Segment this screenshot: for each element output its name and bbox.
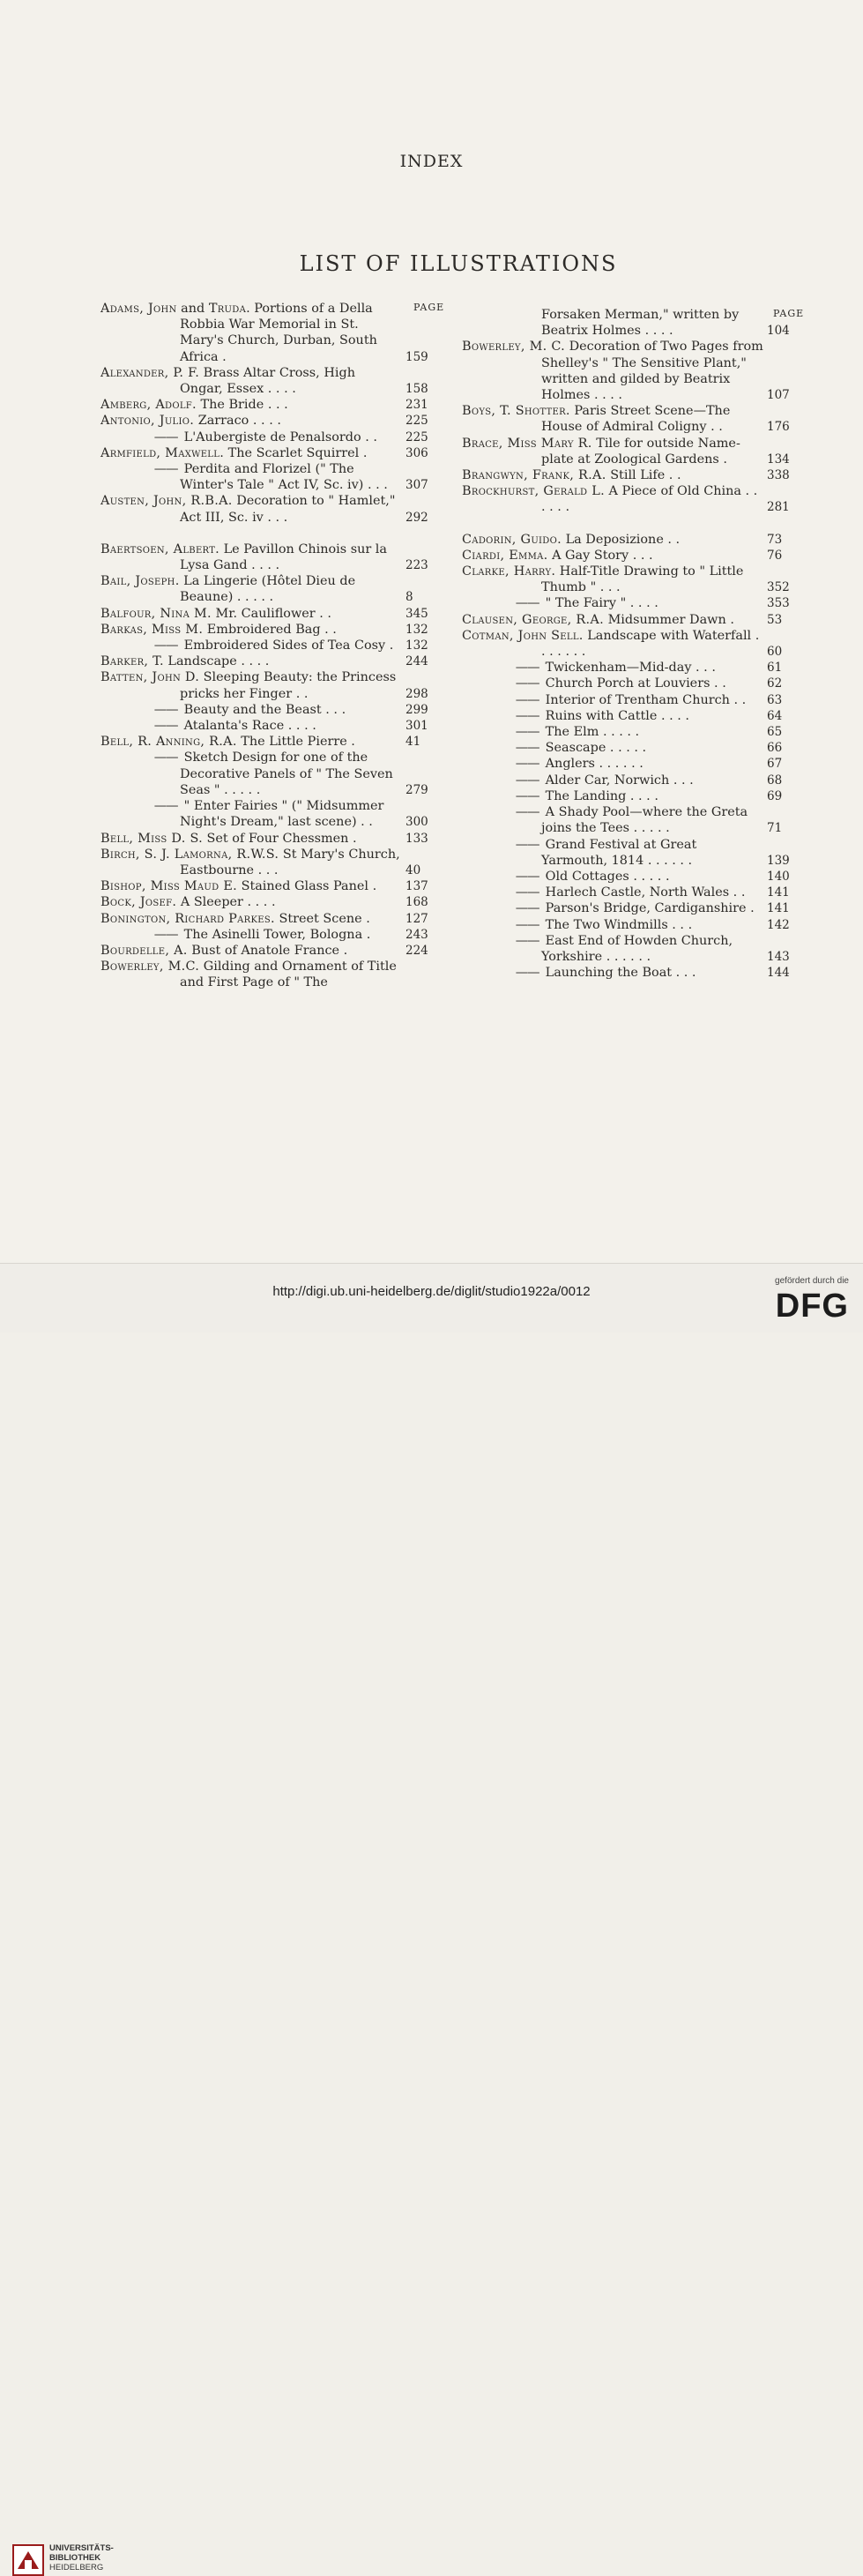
entry-title: Landscape . . . . bbox=[163, 654, 270, 669]
page-number: 71 bbox=[767, 821, 783, 836]
index-entry bbox=[462, 595, 806, 611]
index-entry bbox=[462, 564, 806, 595]
ditto-dash: —— bbox=[145, 750, 184, 765]
artist-name: Amberg, Adolf. bbox=[100, 398, 197, 413]
entry-title: " Enter Fairies " (" Midsummer Night's Dream," last scene) . . bbox=[180, 799, 384, 830]
artist-name: Ciardi, Emma. bbox=[462, 548, 548, 563]
page-number: 132 bbox=[405, 622, 428, 637]
logo-line: UNIVERSITÄTS- bbox=[49, 2543, 114, 2553]
index-entry bbox=[100, 397, 444, 413]
page-number: 158 bbox=[405, 382, 428, 397]
page-number: 76 bbox=[767, 548, 783, 563]
index-entry bbox=[100, 927, 444, 943]
ditto-dash: —— bbox=[506, 692, 546, 707]
artist-name: Brace, Miss Mary R. bbox=[462, 436, 592, 451]
page-number: 338 bbox=[767, 468, 790, 483]
index-entry bbox=[100, 943, 444, 959]
index-entry bbox=[462, 532, 806, 548]
entry-title: Bust of Anatole France . bbox=[187, 943, 348, 958]
index-entry bbox=[100, 734, 444, 750]
artist-name: Bock, Josef. bbox=[100, 895, 177, 910]
page-number: 134 bbox=[767, 452, 790, 467]
index-entry bbox=[100, 653, 444, 669]
entry-title: Launching the Boat . . . bbox=[545, 966, 696, 981]
index-entry bbox=[100, 798, 444, 830]
page-title: LIST OF ILLUSTRATIONS bbox=[299, 251, 618, 276]
page-number: 63 bbox=[767, 692, 783, 707]
scanned-page bbox=[0, 0, 863, 1263]
logo-line: HEIDELBERG bbox=[49, 2563, 104, 2572]
entry-title: Old Cottages . . . . . bbox=[545, 869, 670, 884]
artist-name: Alexander, P. F. bbox=[100, 365, 200, 380]
page-number: 67 bbox=[767, 757, 783, 772]
artist-name: Cotman, John Sell. bbox=[462, 628, 584, 643]
artist-name: Batten, John D. bbox=[100, 670, 200, 685]
page-number: 279 bbox=[405, 782, 428, 797]
index-entry bbox=[462, 676, 806, 691]
entry-title: Atalanta's Race . . . . bbox=[183, 719, 316, 734]
page-number: 53 bbox=[767, 612, 783, 627]
index-entry bbox=[462, 307, 806, 339]
index-entry bbox=[100, 669, 444, 701]
artist-name: Bowerley, M. C. bbox=[462, 340, 566, 355]
page-column-label-right: PAGE bbox=[773, 308, 805, 319]
page-number: 225 bbox=[405, 414, 428, 429]
page-number: 69 bbox=[767, 788, 783, 803]
artist-name: Antonio, Julio. bbox=[100, 414, 195, 429]
page-number: 301 bbox=[405, 719, 428, 734]
entry-title: A Shady Pool—where the Greta joins the Tees . . . . . bbox=[541, 805, 748, 836]
entry-text: and bbox=[176, 302, 209, 316]
page-number: 223 bbox=[405, 558, 428, 573]
page-number: 306 bbox=[405, 445, 428, 460]
index-entry bbox=[100, 894, 444, 910]
index-entry bbox=[462, 917, 806, 933]
index-entry bbox=[462, 708, 806, 724]
index-entry bbox=[462, 548, 806, 564]
entry-title: Alder Car, Norwich . . . bbox=[545, 773, 694, 788]
artist-name: Bishop, Miss Maud E. bbox=[100, 879, 238, 894]
entry-title: Grand Festival at Great Yarmouth, 1814 . . . . . . bbox=[541, 837, 697, 868]
page-number: 141 bbox=[767, 885, 790, 900]
page-number: 132 bbox=[405, 638, 428, 653]
index-entry bbox=[462, 756, 806, 772]
page-number: 292 bbox=[405, 510, 428, 525]
page-number: 41 bbox=[405, 735, 421, 750]
index-entry bbox=[100, 959, 444, 990]
page-number: 65 bbox=[767, 725, 783, 740]
page-number: 64 bbox=[767, 708, 783, 723]
index-entry bbox=[462, 804, 806, 836]
entry-title: Gilding and Ornament of Title and First Page of " The bbox=[180, 959, 397, 990]
entry-title: Parson's Bridge, Cardiganshire . bbox=[545, 901, 755, 916]
index-entry bbox=[100, 622, 444, 638]
entry-title: Anglers . . . . . . bbox=[545, 757, 644, 772]
index-entry bbox=[100, 445, 444, 461]
entry-title: Landscape with Waterfall . . . . . . . bbox=[541, 628, 760, 660]
ditto-dash: —— bbox=[506, 837, 546, 852]
ditto-dash: —— bbox=[145, 719, 184, 734]
page-number: 133 bbox=[405, 831, 428, 846]
index-entry bbox=[462, 467, 806, 483]
page-number: 104 bbox=[767, 324, 790, 339]
artist-name: Clarke, Harry. bbox=[462, 564, 556, 579]
index-entry bbox=[100, 606, 444, 622]
artist-name: Adams, John bbox=[100, 302, 177, 316]
page-number: 60 bbox=[767, 645, 783, 660]
page-number: 159 bbox=[405, 349, 428, 364]
index-entry bbox=[100, 365, 444, 397]
entry-title: St Mary's Church, Eastbourne . . . bbox=[180, 847, 400, 877]
entry-title: L'Aubergiste de Penalsordo . . bbox=[183, 429, 377, 444]
page-number: 224 bbox=[405, 943, 428, 958]
university-seal-icon bbox=[12, 2544, 44, 2576]
entry-title: Ruins with Cattle . . . . bbox=[545, 708, 690, 723]
page-number: 353 bbox=[767, 596, 790, 611]
page-number: 141 bbox=[767, 901, 790, 916]
entry-title: Brass Altar Cross, High Ongar, Essex . . . . bbox=[180, 365, 355, 397]
entry-title: The Little Pierre . bbox=[236, 735, 355, 750]
page-number: 62 bbox=[767, 676, 783, 691]
entry-title: The Landing . . . . bbox=[545, 788, 658, 803]
page-number: 140 bbox=[767, 869, 790, 884]
index-entry bbox=[100, 718, 444, 734]
entry-title: Sketch Design for one of the Decorative Panels of " The Seven Seas " . . . . . bbox=[180, 750, 393, 797]
index-entry bbox=[100, 413, 444, 429]
index-entry bbox=[462, 837, 806, 869]
entry-title: Street Scene . bbox=[274, 911, 370, 926]
page-number: 40 bbox=[405, 862, 421, 877]
artist-name: Bowerley, M.C. bbox=[100, 959, 200, 974]
funding-label: gefördert durch die bbox=[775, 1276, 849, 1286]
logo-line: BIBLIOTHEK bbox=[49, 2553, 101, 2563]
entry-title: Perdita and Florizel (" The Winter's Tale " Act IV, Sc. iv) . . . bbox=[180, 462, 388, 493]
entry-title: A Sleeper . . . . bbox=[176, 895, 276, 910]
artist-name: Boys, T. Shotter. bbox=[462, 404, 570, 419]
entry-title: The Two Windmills . . . bbox=[545, 917, 693, 932]
ditto-dash: —— bbox=[145, 638, 184, 653]
artist-name: Baertsoen, Albert. bbox=[100, 541, 220, 556]
artist-name: Barker, T. bbox=[100, 654, 164, 669]
index-entry bbox=[100, 541, 444, 573]
page-number: 137 bbox=[405, 879, 428, 894]
entry-title: Set of Four Chessmen . bbox=[202, 831, 357, 846]
entry-title: A Gay Story . . . bbox=[547, 548, 653, 563]
artist-name: Balfour, Nina M. bbox=[100, 606, 212, 621]
entry-title: Embroidered Sides of Tea Cosy . bbox=[183, 638, 394, 653]
page-number: 300 bbox=[405, 815, 428, 830]
ditto-dash: —— bbox=[506, 741, 546, 756]
ditto-dash: —— bbox=[145, 429, 184, 444]
entry-title: Beauty and the Beast . . . bbox=[183, 702, 346, 717]
index-entry bbox=[462, 612, 806, 628]
entry-title: Midsummer Dawn . bbox=[604, 612, 734, 627]
artist-name: Bell, Miss D. S. bbox=[100, 831, 203, 846]
index-entry bbox=[462, 885, 806, 900]
page-number: 307 bbox=[405, 478, 428, 493]
ditto-dash: —— bbox=[145, 702, 184, 717]
right-column bbox=[462, 307, 806, 981]
ditto-dash: —— bbox=[506, 917, 546, 932]
page-number: 143 bbox=[767, 949, 790, 964]
entry-title: . Portions of a Della Robbia War Memorial in St. Mary's Church, Durban, South Africa . bbox=[180, 302, 377, 364]
entry-title: The Elm . . . . . bbox=[545, 725, 640, 740]
artist-name: Barkas, Miss M. bbox=[100, 622, 204, 637]
ditto-dash: —— bbox=[506, 805, 546, 820]
entry-title: Mr. Cauliflower . . bbox=[211, 606, 331, 621]
index-entry bbox=[462, 900, 806, 916]
index-entry bbox=[462, 628, 806, 660]
entry-title: Church Porch at Louviers . . bbox=[545, 676, 726, 691]
page-number: 107 bbox=[767, 388, 790, 403]
index-entry bbox=[100, 831, 444, 847]
artist-name: Bourdelle, A. bbox=[100, 943, 188, 958]
artist-name: Armfield, Maxwell. bbox=[100, 445, 225, 460]
page-number: 144 bbox=[767, 966, 790, 981]
ditto-dash: —— bbox=[506, 933, 546, 948]
index-entry bbox=[462, 788, 806, 804]
index-entry bbox=[100, 301, 444, 365]
ditto-dash: —— bbox=[506, 966, 546, 981]
entry-title: Still Life . . bbox=[606, 468, 681, 483]
entry-title: Half-Title Drawing to " Little Thumb " . . . bbox=[541, 564, 744, 595]
ditto-dash: —— bbox=[506, 757, 546, 772]
entry-title: Tile for outside Name-plate at Zoological Gardens . bbox=[541, 436, 740, 467]
entry-title: La Deposizione . . bbox=[562, 532, 681, 547]
entry-title: Twickenham—Mid-day . . . bbox=[545, 661, 716, 676]
ditto-dash: —— bbox=[506, 901, 546, 916]
index-entry bbox=[462, 773, 806, 788]
entry-title: Forsaken Merman," written by Beatrix Holmes . . . . bbox=[541, 308, 740, 339]
page-number: 66 bbox=[767, 741, 783, 756]
entry-title: The Asinelli Tower, Bologna . bbox=[183, 927, 371, 942]
entry-title: Paris Street Scene—The House of Admiral Coligny . . bbox=[541, 404, 731, 435]
dfg-logo: DFG bbox=[775, 1288, 849, 1325]
page-number: 281 bbox=[767, 500, 790, 515]
page-number: 142 bbox=[767, 917, 790, 932]
index-entry bbox=[462, 933, 806, 965]
entry-title: La Lingerie (Hôtel Dieu de Beaune) . . . . . bbox=[179, 574, 356, 605]
entry-title: Sleeping Beauty: the Princess pricks her Finger . . bbox=[180, 670, 397, 701]
page-number: 299 bbox=[405, 702, 428, 717]
page-number: 127 bbox=[405, 911, 428, 926]
index-entry bbox=[462, 660, 806, 676]
page-number: 73 bbox=[767, 532, 783, 547]
entry-title: The Bride . . . bbox=[196, 398, 288, 413]
entry-title: Embroidered Bag . . bbox=[203, 622, 337, 637]
ditto-dash: —— bbox=[506, 708, 546, 723]
index-entry bbox=[462, 483, 806, 515]
entry-title: The Scarlet Squirrel . bbox=[224, 445, 368, 460]
ditto-dash: —— bbox=[145, 927, 184, 942]
page-number: 231 bbox=[405, 398, 428, 413]
index-entry bbox=[100, 750, 444, 798]
page-column-label-left: PAGE bbox=[413, 302, 445, 313]
artist-name: Birch, S. J. Lamorna, R.W.S. bbox=[100, 847, 279, 862]
ditto-dash: —— bbox=[506, 676, 546, 691]
index-entry bbox=[100, 461, 444, 493]
ditto-dash: —— bbox=[506, 725, 546, 740]
index-entry bbox=[462, 339, 806, 403]
ditto-dash: —— bbox=[506, 788, 546, 803]
artist-name: Brockhurst, Gerald L. bbox=[462, 484, 605, 499]
left-column bbox=[100, 301, 444, 991]
page-number: 298 bbox=[405, 686, 428, 701]
artist-name: Truda bbox=[208, 302, 247, 316]
artist-name: Bail, Joseph. bbox=[100, 574, 180, 589]
entry-title: Decoration of Two Pages from Shelley's " The Sensitive Plant," written and gilded by Beatrix Holmes . . . . bbox=[541, 340, 763, 403]
page-number: 68 bbox=[767, 773, 783, 788]
ditto-dash: —— bbox=[506, 869, 546, 884]
entry-title: Stained Glass Panel . bbox=[237, 879, 377, 894]
index-entry bbox=[100, 878, 444, 894]
entry-title: " The Fairy " . . . . bbox=[545, 596, 658, 611]
page-number: 61 bbox=[767, 661, 783, 676]
index-entry bbox=[462, 724, 806, 740]
index-entry bbox=[462, 403, 806, 435]
entry-title: Interior of Trentham Church . . bbox=[545, 692, 747, 707]
ditto-dash: —— bbox=[506, 773, 546, 788]
entry-title: Zarraco . . . . bbox=[194, 414, 281, 429]
index-entry bbox=[462, 436, 806, 467]
page-number: 225 bbox=[405, 429, 428, 444]
entry-title: East End of Howden Church, Yorkshire . . . . . . bbox=[541, 933, 733, 964]
page-number: 168 bbox=[405, 895, 428, 910]
library-logo-text bbox=[49, 2543, 114, 2572]
entry-title: A Piece of Old China . . . . . . bbox=[541, 484, 758, 515]
page-number: 243 bbox=[405, 927, 428, 942]
page-number: 244 bbox=[405, 654, 428, 669]
ditto-dash: —— bbox=[506, 661, 546, 676]
index-entry bbox=[100, 638, 444, 653]
index-entry bbox=[100, 493, 444, 525]
page-number: 352 bbox=[767, 580, 790, 595]
page-number: 139 bbox=[767, 853, 790, 868]
index-entry bbox=[462, 740, 806, 756]
index-entry bbox=[462, 869, 806, 885]
index-entry bbox=[100, 429, 444, 445]
artist-name: Cadorin, Guido. bbox=[462, 532, 562, 547]
index-entry bbox=[100, 702, 444, 718]
artist-name: Bonington, Richard Parkes. bbox=[100, 911, 275, 926]
entry-title: Le Pavillon Chinois sur la Lysa Gand . . . . bbox=[180, 541, 387, 573]
index-entry bbox=[100, 847, 444, 878]
artist-name: Bell, R. Anning, R.A. bbox=[100, 735, 237, 750]
ditto-dash: —— bbox=[145, 462, 184, 477]
artist-name: Clausen, George, R.A. bbox=[462, 612, 604, 627]
ditto-dash: —— bbox=[506, 885, 546, 900]
artist-name: Brangwyn, Frank, R.A. bbox=[462, 468, 606, 483]
page-number: 345 bbox=[405, 606, 428, 621]
index-entry bbox=[100, 573, 444, 605]
artist-name: Austen, John, R.B.A. bbox=[100, 494, 233, 509]
entry-title: Harlech Castle, North Wales . . bbox=[545, 885, 746, 900]
ditto-dash: —— bbox=[506, 596, 546, 611]
entry-title: Decoration to " Hamlet," Act III, Sc. iv . . . bbox=[180, 494, 396, 525]
permalink-url[interactable]: http://digi.ub.uni-heidelberg.de/diglit/studio1922a/0012 bbox=[272, 1284, 591, 1299]
entry-title: Seascape . . . . . bbox=[545, 741, 647, 756]
ditto-dash: —— bbox=[145, 799, 184, 814]
index-heading: INDEX bbox=[399, 152, 464, 171]
page-number: 8 bbox=[405, 590, 413, 605]
page-number: 176 bbox=[767, 420, 790, 435]
index-entry bbox=[100, 911, 444, 927]
index-entry bbox=[462, 965, 806, 981]
index-entry bbox=[462, 692, 806, 708]
